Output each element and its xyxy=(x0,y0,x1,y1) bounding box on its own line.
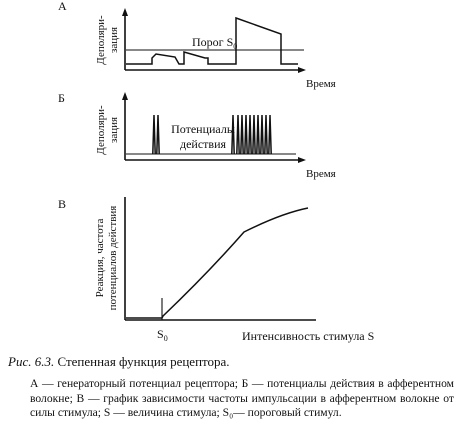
panel-c-xlabel: Интенсивность стимула S xyxy=(242,329,375,343)
action-potential-spike xyxy=(153,115,155,154)
action-potential-spike xyxy=(257,115,259,154)
panel-b-letter: Б xyxy=(58,91,65,105)
panel-a xyxy=(58,0,336,90)
panel-c-s0-label: $S_0$ xyxy=(157,327,168,343)
action-potential-spike xyxy=(265,115,267,154)
panel-a-ylabel-line2: зация xyxy=(108,26,120,54)
panel-c-ylabel-line2: потенциалов действия xyxy=(107,205,119,311)
action-potential-spike xyxy=(157,115,159,154)
panel-b-xlabel: Время xyxy=(306,168,336,180)
action-potential-spike xyxy=(269,115,271,154)
panel-c-letter: В xyxy=(58,197,67,211)
panel-b-annotation-line1: Потенциалы xyxy=(171,122,235,136)
panel-a-xlabel: Время xyxy=(306,78,336,90)
action-potential-spike xyxy=(249,115,251,154)
action-potential-spike xyxy=(237,115,239,154)
action-potential-spike xyxy=(253,115,255,154)
figure-title: Степенная функция рецептора. xyxy=(54,354,230,369)
panel-a-threshold-label: Порог $S_0$ xyxy=(192,35,238,51)
action-potential-spike xyxy=(261,115,263,154)
panel-b-ylabel-line2: зация xyxy=(108,116,120,144)
figure-caption-body: А — генераторный потенциал рецептора; Б — потенциалы действия в афферентном волокне; В — график зависимости частоты импульсации в афферентном волокне от силы стимула; S — величина стимула; S₀— пороговый стимул. xyxy=(30,377,454,420)
action-potential-spike xyxy=(245,115,247,154)
panel-b xyxy=(58,91,336,180)
panel-c xyxy=(58,197,374,343)
response-curve xyxy=(126,208,308,318)
figure-number: Рис. 6.3. xyxy=(8,354,55,369)
figure-caption-title xyxy=(8,354,230,370)
panel-b-ylabel-line1: Деполяри- xyxy=(95,105,107,155)
panel-a-letter: А xyxy=(58,0,67,13)
panel-a-ylabel-line1: Деполяри- xyxy=(95,15,107,65)
panel-c-ylabel-line1: Реакция, частота xyxy=(94,218,106,298)
panel-b-annotation-line2: действия xyxy=(179,137,227,151)
action-potential-spike xyxy=(241,115,243,154)
